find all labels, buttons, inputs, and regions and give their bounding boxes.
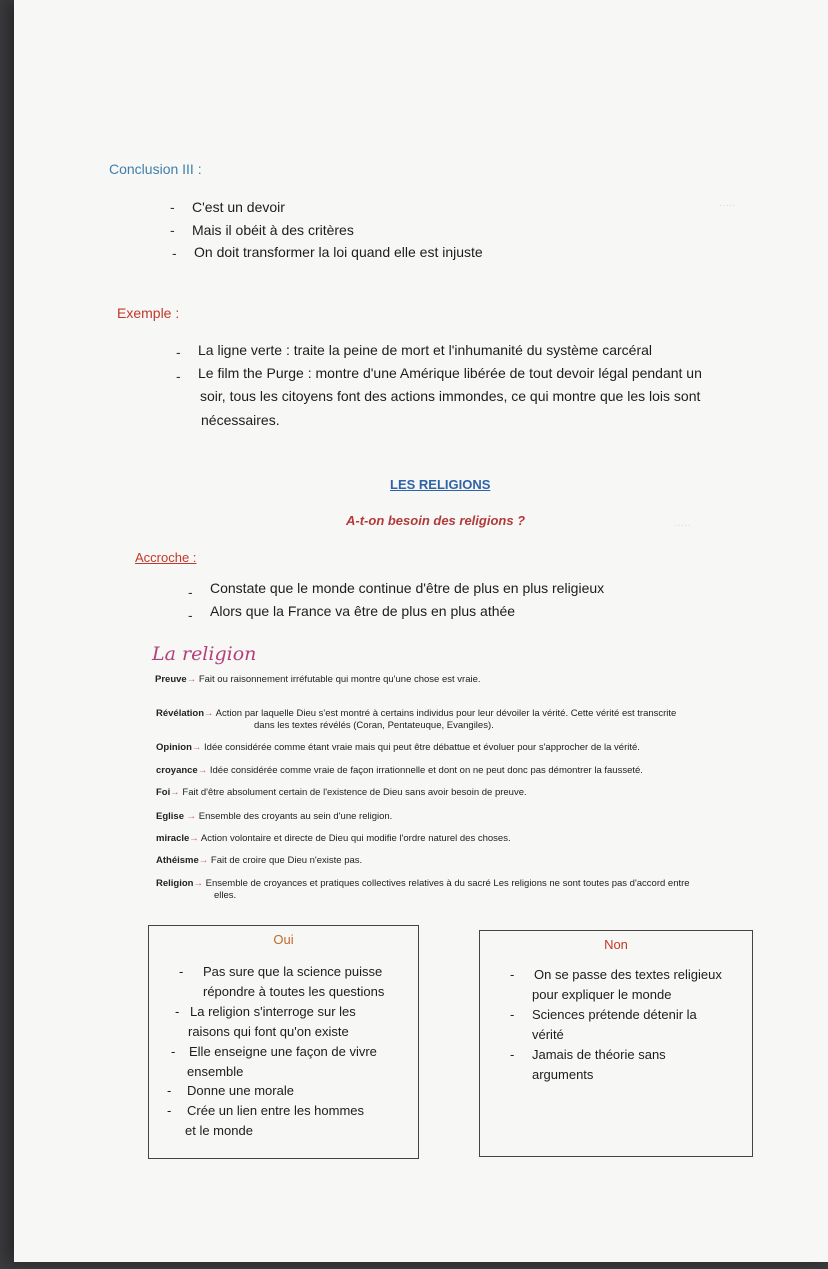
bleed-through-text: ····· [674, 520, 691, 531]
definition-revelation-continued: dans les textes révélés (Coran, Pentateuque, Evangiles). [254, 720, 494, 731]
definition-text: Fait de croire que Dieu n'existe pas. [210, 855, 363, 866]
definition-term: Preuve [155, 674, 187, 685]
arrow-icon: → [170, 787, 180, 798]
oui-line: ensemble [187, 1064, 244, 1079]
arrow-icon: → [197, 765, 208, 776]
oui-heading: Oui [273, 932, 294, 947]
oui-item [179, 962, 414, 1002]
definition-croyance [156, 765, 643, 776]
definition-atheisme [156, 855, 362, 866]
bullet-dash: - [167, 1103, 172, 1118]
oui-box [148, 925, 419, 1159]
definition-term: miracle [156, 833, 190, 844]
bullet-dash: - [171, 1044, 176, 1059]
definition-term: Foi [156, 787, 171, 798]
section-question: A-t-on besoin des religions ? [346, 513, 526, 528]
bullet-dash: - [510, 967, 515, 982]
religion-heading: La religion [152, 643, 257, 665]
bullet-dash: - [172, 245, 177, 261]
definition-term: Religion [156, 878, 194, 889]
exemple-bullet: La ligne verte : traite la peine de mort et l'inhumanité du système carcéral [198, 342, 653, 358]
definition-opinion [156, 742, 640, 753]
bullet-dash: - [510, 1047, 515, 1062]
definition-term: Opinion [156, 742, 192, 753]
definition-revelation [156, 708, 676, 719]
bullet-dash: - [170, 199, 175, 215]
definition-term: croyance [156, 765, 198, 776]
oui-line: Crée un lien entre les hommes [187, 1103, 365, 1118]
non-item [510, 965, 748, 1005]
arrow-icon: → [189, 833, 199, 844]
non-line: Sciences prétende détenir la [532, 1007, 697, 1022]
bullet-dash: - [188, 584, 193, 600]
arrow-icon: → [186, 674, 197, 685]
definition-term: Eglise [156, 811, 184, 822]
definition-religion-continued: elles. [214, 890, 237, 901]
non-line: pour expliquer le monde [532, 987, 672, 1002]
exemple-heading: Exemple : [117, 305, 180, 321]
section-title: LES RELIGIONS [390, 477, 491, 492]
oui-line: raisons qui font qu'on existe [188, 1024, 349, 1039]
non-line: vérité [532, 1027, 564, 1042]
accroche-heading: Accroche : [135, 550, 197, 565]
non-item [510, 1045, 748, 1085]
definition-preuve [155, 674, 481, 685]
definition-religion [156, 878, 690, 889]
arrow-icon: → [193, 878, 203, 889]
exemple-bullet: Le film the Purge : montre d'une Amérique libérée de tout devoir légal pendant un [198, 365, 702, 381]
exemple-bullet-continued: soir, tous les citoyens font des actions immondes, ce qui montre que les lois sont [200, 388, 701, 404]
non-line: On se passe des textes religieux [534, 967, 722, 982]
definition-miracle [156, 833, 511, 844]
definition-text: Fait d'être absolument certain de l'existence de Dieu sans avoir besoin de preuve. [182, 787, 527, 798]
bleed-through-text: ····· [719, 200, 736, 211]
conclusion-heading: Conclusion III : [109, 161, 202, 177]
bullet-dash: - [510, 1007, 515, 1022]
definition-text: Action volontaire et directe de Dieu qui modifie l'ordre naturel des choses. [200, 833, 511, 844]
oui-item [167, 1081, 414, 1101]
oui-line: Elle enseigne une façon de vivre [189, 1044, 377, 1059]
non-heading: Non [604, 937, 628, 952]
oui-line: répondre à toutes les questions [203, 984, 385, 999]
definition-text: Ensemble de croyances et pratiques collectives relatives à du sacré Les religions ne sont toutes pas d'accord entre [205, 878, 690, 889]
accroche-bullet: Alors que la France va être de plus en plus athée [210, 603, 516, 619]
exemple-bullet-continued: nécessaires. [201, 412, 280, 428]
definition-foi [156, 787, 527, 798]
definition-text: Ensemble des croyants au sein d'une religion. [198, 811, 393, 822]
oui-item [171, 1042, 414, 1082]
bullet-dash: - [176, 344, 181, 360]
oui-line: La religion s'interroge sur les [190, 1004, 356, 1019]
bullet-dash: - [179, 964, 184, 979]
accroche-bullet: Constate que le monde continue d'être de plus en plus religieux [210, 580, 605, 596]
conclusion-bullet: C'est un devoir [192, 199, 285, 215]
document-page [14, 0, 828, 1262]
arrow-icon: → [186, 811, 197, 822]
oui-item [175, 1002, 414, 1042]
definition-text: Fait ou raisonnement irréfutable qui montre qu'une chose est vraie. [198, 674, 481, 685]
bullet-dash: - [167, 1083, 172, 1098]
oui-line: Donne une morale [187, 1083, 294, 1098]
bullet-dash: - [188, 607, 193, 623]
definition-eglise [156, 811, 392, 822]
definition-term: Révélation [156, 708, 205, 719]
non-item [510, 1005, 748, 1045]
definition-text: Idée considérée comme étant vraie mais qui peut être débattue et évoluer pour s'approcher de la vérité. [204, 742, 640, 753]
oui-item [167, 1101, 414, 1141]
conclusion-bullet: On doit transformer la loi quand elle est injuste [194, 244, 483, 260]
definition-text: Idée considérée comme vraie de façon irrationnelle et dont on ne peut donc pas démontrer la fausseté. [209, 765, 643, 776]
definition-text: Action par laquelle Dieu s'est montré à certains individus pour leur dévoiler la vérité. Cette vérité est transcrite [215, 708, 677, 719]
bullet-dash: - [170, 222, 175, 238]
bullet-dash: - [176, 368, 181, 384]
conclusion-bullet: Mais il obéit à des critères [192, 222, 354, 238]
definition-term: Athéisme [156, 855, 199, 866]
non-box [479, 930, 753, 1157]
bullet-dash: - [175, 1004, 180, 1019]
non-line: arguments [532, 1067, 594, 1082]
arrow-icon: → [204, 708, 214, 719]
oui-line: et le monde [185, 1123, 253, 1138]
arrow-icon: → [191, 742, 202, 753]
arrow-icon: → [198, 855, 209, 866]
oui-line: Pas sure que la science puisse [203, 964, 383, 979]
non-line: Jamais de théorie sans [532, 1047, 666, 1062]
